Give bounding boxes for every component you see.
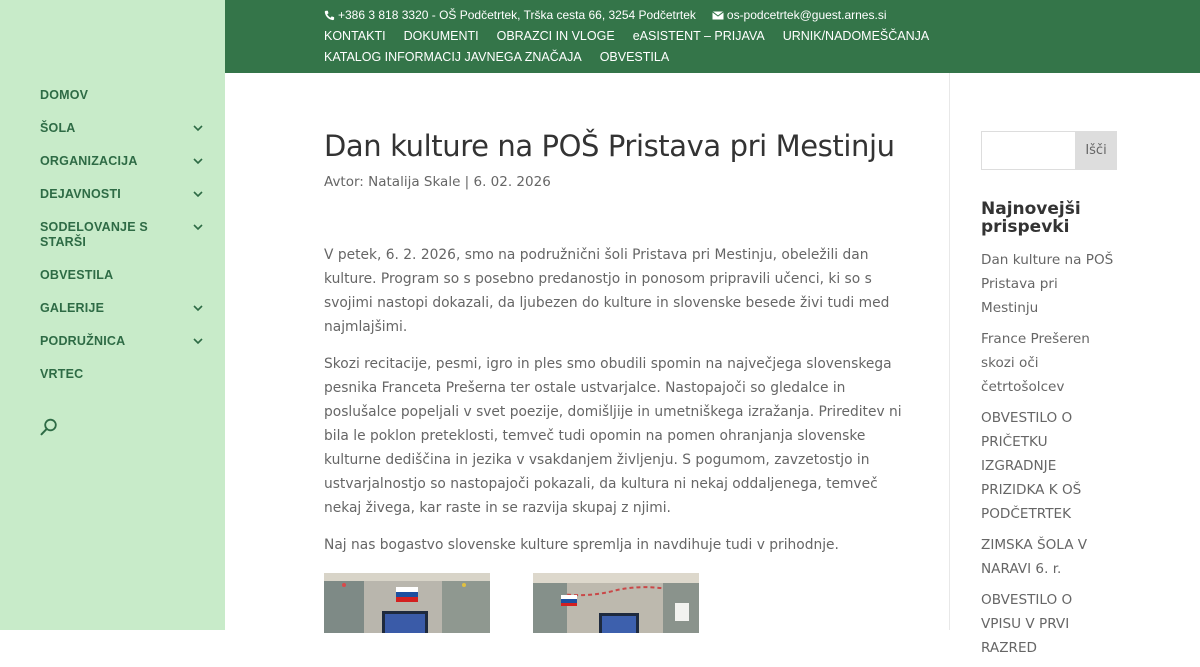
sidebar-item-sodelovanje[interactable] <box>40 220 205 250</box>
search-icon[interactable] <box>40 418 58 440</box>
gallery-image[interactable] <box>533 573 699 633</box>
top-nav-katalog[interactable]: KATALOG INFORMACIJ JAVNEGA ZNAČAJA <box>324 50 582 64</box>
sidebar-item-label: ŠOLA <box>40 121 76 135</box>
top-nav-kontakti[interactable]: KONTAKTI <box>324 29 386 43</box>
sidebar-item-label: VRTEC <box>40 367 84 381</box>
top-nav <box>324 29 1044 64</box>
recent-posts-title: Najnovejši prispevki <box>981 199 1081 237</box>
chevron-down-icon[interactable] <box>193 154 203 169</box>
sidebar-item-label: SODELOVANJE S STARŠI <box>40 220 148 249</box>
gallery-image[interactable] <box>324 573 490 633</box>
search-input[interactable] <box>981 131 1075 170</box>
post-body <box>324 243 914 557</box>
sidebar-nav <box>40 88 205 400</box>
sidebar <box>0 0 225 630</box>
top-nav-obvestila[interactable]: OBVESTILA <box>599 50 670 64</box>
phone-text: +386 3 818 3320 - OŠ Podčetrtek, Trška cesta 66, 3254 Podčetrtek <box>338 8 696 22</box>
chevron-down-icon[interactable] <box>193 301 203 316</box>
email-icon <box>712 11 724 20</box>
top-nav-urnik[interactable]: URNIK/NADOMEŠČANJA <box>782 29 930 43</box>
post-content <box>324 128 914 570</box>
search-form <box>981 131 1171 170</box>
top-nav-easistent[interactable]: eASISTENT – PRIJAVA <box>632 29 765 43</box>
chevron-down-icon[interactable] <box>193 334 203 349</box>
sidebar-item-label: DOMOV <box>40 88 89 102</box>
sidebar-item-label: OBVESTILA <box>40 268 114 282</box>
recent-post-link[interactable]: ZIMSKA ŠOLA V NARAVI 6. r. <box>981 537 1088 577</box>
search-button[interactable]: Išči <box>1075 131 1117 170</box>
recent-post-link[interactable]: OBVESTILO O PRIČETKU IZGRADNJE PRIZIDKA K OŠ PODČETRTEK <box>981 410 1082 522</box>
chevron-down-icon[interactable] <box>193 187 203 202</box>
post-paragraph: V petek, 6. 2. 2026, smo na podružnični šoli Pristava pri Mestinju, obeležili dan kulture. Program so s posebno predanostjo in ponosom pripravili učenci, ki so s svojimi nastopi dokazali, da ljubezen do kulture in slovenske besede živi tudi med najmlajšimi. <box>324 247 890 335</box>
content-divider <box>949 73 950 630</box>
post-paragraph: Naj nas bogastvo slovenske kulture spremlja in navdihuje tudi v prihodnje. <box>324 537 839 553</box>
sidebar-item-vrtec[interactable] <box>40 367 205 382</box>
sidebar-item-dejavnosti[interactable] <box>40 187 205 202</box>
recent-posts-list <box>981 248 1116 660</box>
post-paragraph: Skozi recitacije, pesmi, igro in ples smo obudili spomin na največjega slovenskega pesnika Franceta Prešerna ter ostale ustvarjalce. Nastopajoči so gledalce in poslušalce popeljali v svet poezije, domišljije in umetniškega izražanja. Prireditev ni bila le poklon preteklosti, temveč tudi opomin na pomen ohranjanja slovenske kulturne dediščina in jezika v vsakdanjem življenju. S pogumom, zavzetostjo in ustvarjalnostjo so nastopajoči pokazali, da kultura ni nekaj oddaljenega, temveč nekaj živega, kar raste in se razvija skupaj z njimi. <box>324 356 902 516</box>
sidebar-item-label: PODRUŽNICA <box>40 334 126 348</box>
top-nav-obrazci[interactable]: OBRAZCI IN VLOGE <box>496 29 615 43</box>
sidebar-item-label: ORGANIZACIJA <box>40 154 138 168</box>
sidebar-item-label: GALERIJE <box>40 301 105 315</box>
contact-bar <box>324 8 902 22</box>
chevron-down-icon[interactable] <box>193 220 203 235</box>
recent-post-link[interactable]: OBVESTILO O VPISU V PRVI RAZRED <box>981 592 1073 656</box>
sidebar-item-obvestila[interactable] <box>40 268 205 283</box>
sidebar-item-sola[interactable] <box>40 121 205 136</box>
chevron-down-icon[interactable] <box>193 121 203 136</box>
sidebar-item-label: DEJAVNOSTI <box>40 187 121 201</box>
top-nav-dokumenti[interactable]: DOKUMENTI <box>403 29 479 43</box>
recent-post-link[interactable]: Dan kulture na POŠ Pristava pri Mestinju <box>981 252 1114 316</box>
sidebar-item-organizacija[interactable] <box>40 154 205 169</box>
post-gallery <box>324 573 742 633</box>
post-meta: Avtor: Natalija Skale | 6. 02. 2026 <box>324 174 551 190</box>
email-info[interactable] <box>712 8 887 22</box>
top-header <box>225 0 1200 73</box>
recent-post-link[interactable]: France Prešeren skozi oči četrtošolcev <box>981 331 1090 395</box>
sidebar-item-domov[interactable] <box>40 88 205 103</box>
sidebar-item-podruznica[interactable] <box>40 334 205 349</box>
right-sidebar <box>981 131 1171 667</box>
phone-info <box>324 8 696 22</box>
post-title: Dan kulture na POŠ Pristava pri Mestinju <box>324 129 895 163</box>
sidebar-item-galerije[interactable] <box>40 301 205 316</box>
phone-icon <box>324 10 335 21</box>
email-text[interactable]: os-podcetrtek@guest.arnes.si <box>726 8 887 22</box>
